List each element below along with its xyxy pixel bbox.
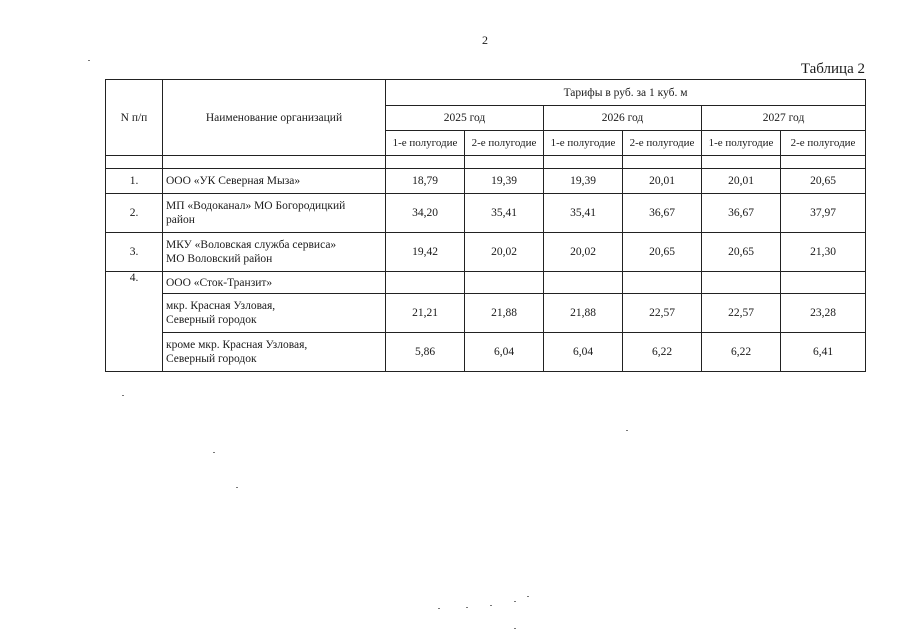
scan-speck <box>514 628 516 629</box>
scan-speck <box>514 601 516 602</box>
subrow-name-line2: Северный городок <box>166 314 257 326</box>
cell-value: 22,57 <box>623 294 702 333</box>
scan-speck <box>466 607 468 608</box>
header-2027-half2: 2-е полугодие <box>781 131 866 156</box>
scan-speck <box>236 487 238 488</box>
header-spacer-row <box>106 156 866 169</box>
cell-value: 19,39 <box>465 169 544 194</box>
page-number: 2 <box>482 33 488 47</box>
row-name-line1: МП «Водоканал» МО Богородицкий <box>166 200 346 212</box>
cell-value: 6,41 <box>781 333 866 372</box>
cell-value: 18,79 <box>386 169 465 194</box>
row-index: 2. <box>106 194 163 233</box>
header-2026-half1: 1-е полугодие <box>544 131 623 156</box>
scan-speck <box>626 430 628 431</box>
table-caption: Таблица 2 <box>800 61 865 77</box>
row-name-line2: район <box>166 214 195 226</box>
scan-speck <box>122 395 124 396</box>
table-row <box>106 233 866 272</box>
row-name <box>163 233 386 272</box>
cell-value: 35,41 <box>544 194 623 233</box>
cell-value: 6,22 <box>702 333 781 372</box>
subrow-name-line1: кроме мкр. Красная Узловая, <box>166 339 308 351</box>
cell-value: 20,01 <box>702 169 781 194</box>
cell-value: 36,67 <box>702 194 781 233</box>
header-year-2026: 2026 год <box>544 106 702 131</box>
table-row <box>106 169 866 194</box>
cell-value: 20,65 <box>781 169 866 194</box>
cell-value: 23,28 <box>781 294 866 333</box>
table-row <box>106 194 866 233</box>
cell-value: 20,02 <box>465 233 544 272</box>
header-2027-half1: 1-е полугодие <box>702 131 781 156</box>
cell-value: 34,20 <box>386 194 465 233</box>
cell-value: 37,97 <box>781 194 866 233</box>
table-row <box>106 272 866 294</box>
row-index: 3. <box>106 233 163 272</box>
cell-value: 21,30 <box>781 233 866 272</box>
subrow-name-line1: мкр. Красная Узловая, <box>166 300 276 312</box>
cell-value: 20,02 <box>544 233 623 272</box>
cell-value: 5,86 <box>386 333 465 372</box>
row-name-line1: МКУ «Воловская служба сервиса» <box>166 239 337 251</box>
cell-value: 20,65 <box>623 233 702 272</box>
cell-value: 6,04 <box>544 333 623 372</box>
cell-value: 36,67 <box>623 194 702 233</box>
row-name <box>163 194 386 233</box>
scan-speck <box>213 452 215 453</box>
cell-value: 22,57 <box>702 294 781 333</box>
header-year-2025: 2025 год <box>386 106 544 131</box>
subrow-name-line2: Северный городок <box>166 353 257 365</box>
cell-value: 19,42 <box>386 233 465 272</box>
row-name-line2: МО Воловский район <box>166 253 273 265</box>
scan-speck <box>527 596 529 597</box>
cell-value: 20,65 <box>702 233 781 272</box>
cell-value: 6,22 <box>623 333 702 372</box>
header-2025-half1: 1-е полугодие <box>386 131 465 156</box>
table-subrow <box>106 333 866 372</box>
row-index: 4. <box>106 272 163 372</box>
header-2025-half2: 2-е полугодие <box>465 131 544 156</box>
subrow-name <box>163 294 386 333</box>
cell-value: 6,04 <box>465 333 544 372</box>
cell-value: 19,39 <box>544 169 623 194</box>
header-index: N п/п <box>106 80 163 156</box>
row-name: ООО «Сток-Транзит» <box>163 272 386 294</box>
scan-speck <box>490 605 492 606</box>
header-year-2027: 2027 год <box>702 106 866 131</box>
subrow-name <box>163 333 386 372</box>
tariff-table <box>105 79 866 372</box>
row-index: 1. <box>106 169 163 194</box>
header-tariffs: Тарифы в руб. за 1 куб. м <box>386 80 866 106</box>
header-2026-half2: 2-е полугодие <box>623 131 702 156</box>
scan-speck <box>438 608 440 609</box>
cell-value: 20,01 <box>623 169 702 194</box>
scan-speck <box>88 60 90 61</box>
cell-value: 21,21 <box>386 294 465 333</box>
row-name: ООО «УК Северная Мыза» <box>163 169 386 194</box>
header-name: Наименование организаций <box>163 80 386 156</box>
table-subrow <box>106 294 866 333</box>
cell-value: 35,41 <box>465 194 544 233</box>
cell-value: 21,88 <box>465 294 544 333</box>
cell-value: 21,88 <box>544 294 623 333</box>
